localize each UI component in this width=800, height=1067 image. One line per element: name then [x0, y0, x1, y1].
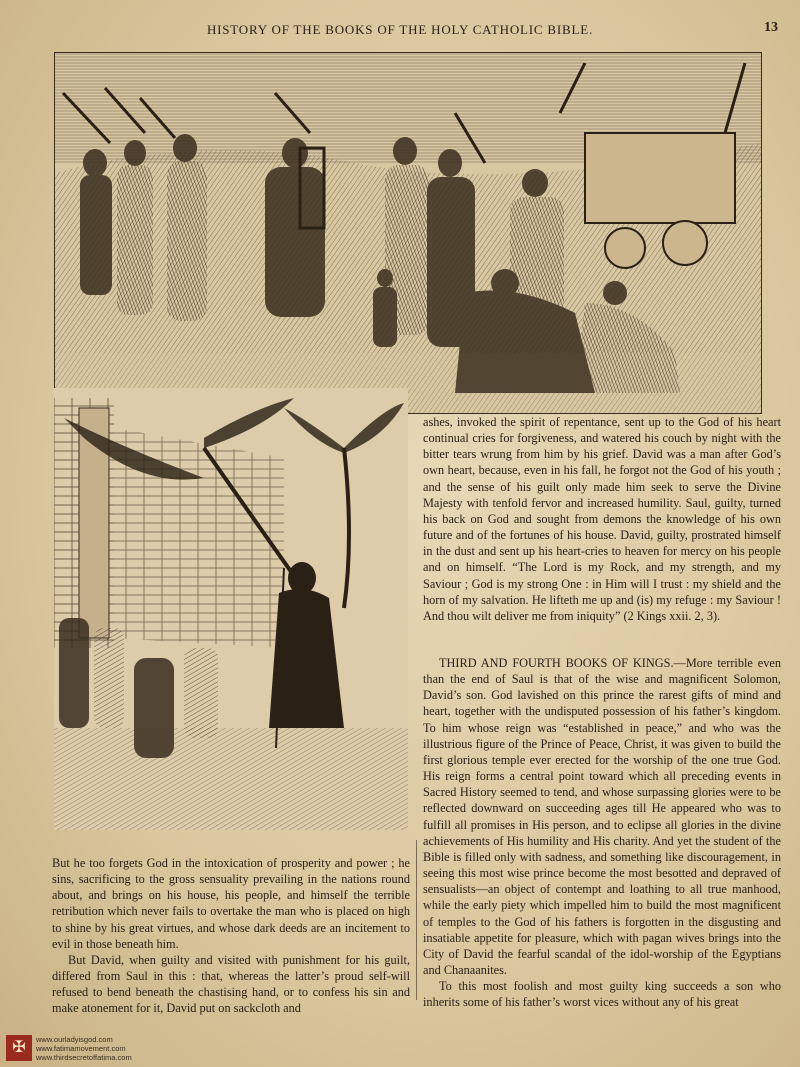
left-column — [52, 855, 410, 1017]
footer-link[interactable]: www.thirdsecretoffatima.com — [36, 1053, 132, 1062]
running-header: HISTORY OF THE BOOKS OF THE HOLY CATHOLIC BIBLE. — [206, 22, 594, 37]
page-number: 13 — [764, 20, 778, 35]
paragraph-text: —More terrible even than the end of Saul is that of the wise and magnificent Solomon, David’s son. God lavished on this prince the rarest gifts of mind and heart, together with the undisputed possession of his father’s kingdom. To him whose reign was “established in peace,” and who was the illustrious figure of the Prince of Peace, Christ, it was given to build the first glorious temple ever erected for the worship of the one true God. His reign forms a central point toward which all preceding events in Sacred History seemed to tend, and whose surpassing glories were to be reflected downward on succeeding ages till He appeared who was to fulfill all promises in His person, and to eclipse all glories in the divine achievements of His humility and His charity. And yet the student of the Bible is filled only with sadness, and something like discouragement, in seeing this most wise prince become the most besotted and depraved of sensualists—an object of contempt and loathing to all true manhood, while the early piety which impelled him to build the most magnificent of temples to the God of his fathers is forgotten in the disgusting and insatiable appetite for pleasure, which with pagan wives brings into the City of David the fearful scandal of the idol-worship of the Egyptians and Chanaanites. — [423, 656, 781, 977]
footer-link[interactable]: www.fatimamovement.com — [36, 1044, 126, 1053]
right-column-bottom — [423, 655, 781, 1010]
engraving-procession — [54, 52, 762, 414]
footer-links — [36, 1035, 132, 1062]
footer-watermark — [4, 1035, 204, 1063]
procession-illustration-icon — [55, 53, 761, 413]
column-divider — [416, 840, 417, 1000]
section-heading: THIRD AND FOURTH BOOKS OF KINGS. — [439, 656, 674, 670]
city-wall-illustration-icon — [54, 388, 408, 830]
paragraph: But David, when guilty and visited with punishment for his guilt, differed from Saul in this : that, whereas the latter’s proud self-will refused to bend beneath the chastising hand, or to confess his sin and make atonement for it, David put on sackcloth and — [52, 952, 410, 1016]
engraving-city-wall — [54, 388, 408, 830]
right-column-top — [423, 414, 781, 624]
paragraph: To this most foolish and most guilty king succeeds a son who inherits some of his father’s worst vices without any of his great — [423, 979, 781, 1010]
footer-link[interactable]: www.ourladyisgod.com — [36, 1035, 113, 1044]
cross-emblem-icon: ✠ — [6, 1035, 32, 1061]
paragraph-kings — [423, 655, 781, 978]
paragraph: ashes, invoked the spirit of repentance, sent up to the God of his heart continual cries for forgiveness, and watered his couch by night with the bitter tears wrung from him by his grief. David was a man after God’s own heart, because, even in his fall, he forgot not the God of his youth ; and the sense of his guilt only made him seek to serve the Divine Majesty with tenfold fervor and increased humility. Saul, guilty, turned his back on God and sought from demons the knowledge of his own future and of the fortunes of his house. David, guilty, prostrated himself in the dust and sent up his heart-cries to heaven for mercy on his people and on himself. “The Lord is my Rock, and my strength, and my Saviour ; God is my strong One : in Him will I trust : my shield and the horn of my salvation. He lifteth me up and (is) my refuge : my Saviour ! And thou wilt deliver me from iniquity” (2 Kings xxii. 2, 3). — [423, 415, 781, 623]
paragraph: But he too forgets God in the intoxication of prosperity and power ; he sins, sacrificing to the gross sensuality prevailing in the nations round about, and brings on his house, his people, and himself the terrible retribution which never fails to overtake the man who is placed on high to shine by his great virtues, and whose dark deeds are an incitement to evil in those beneath him. — [52, 856, 410, 951]
